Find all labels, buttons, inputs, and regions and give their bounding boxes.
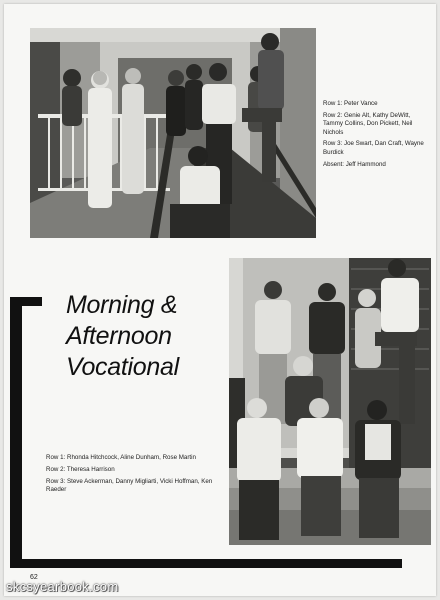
site-watermark: skcsyearbook.com <box>6 579 119 594</box>
group-photo-top-image <box>30 28 316 238</box>
group-photo-bottom <box>229 258 431 545</box>
yearbook-page <box>4 4 436 596</box>
bottom-caption-row2: Row 2: Theresa Harrison <box>46 465 115 473</box>
top-caption-row2: Row 2: Genie Alt, Kathy DeWitt, Tammy Collins, Don Pickett, Neil Nichols <box>323 111 413 136</box>
page-title-line1: Morning & <box>66 291 178 319</box>
decorative-bracket-top <box>10 297 42 306</box>
bottom-caption-row1: Row 1: Rhonda Hitchcock, Aline Dunham, Rose Martin <box>46 454 196 461</box>
top-caption-row1: Row 1: Peter Vance <box>323 100 378 107</box>
group-photo-bottom-image <box>229 258 431 545</box>
page-title <box>66 290 226 383</box>
group-photo-top <box>30 28 316 238</box>
page-title-line2: Afternoon <box>66 322 172 350</box>
decorative-bracket-bottom <box>10 559 402 568</box>
page-title-line3: Vocational <box>66 353 179 381</box>
top-photo-caption <box>323 100 431 172</box>
decorative-bracket-vertical <box>10 297 22 568</box>
bottom-photo-caption <box>46 454 222 498</box>
page-number: 62 <box>30 574 38 581</box>
bottom-caption-row3: Row 3: Steve Ackerman, Danny Migliarti, Vicki Hoffman, Ken Raeder <box>46 477 213 493</box>
top-caption-row3: Row 3: Joe Swart, Dan Craft, Wayne Burdick <box>323 140 424 156</box>
top-caption-absent: Absent: Jeff Hammond <box>323 160 386 168</box>
